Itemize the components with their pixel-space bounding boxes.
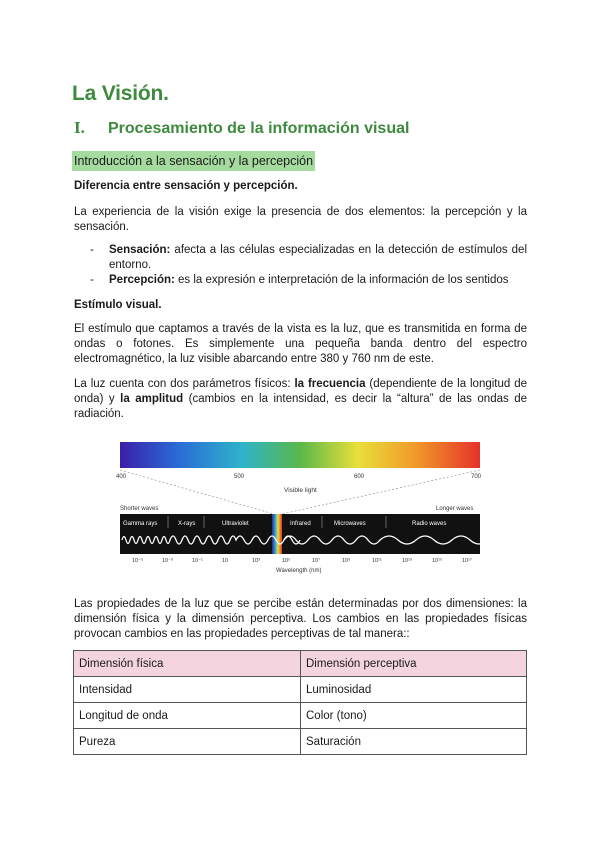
table-cell: Color (tono) xyxy=(301,703,527,729)
tick-label: 700 xyxy=(471,474,482,480)
wavelength-tick: 10⁻³ xyxy=(162,558,173,564)
heading-estimulo: Estímulo visual. xyxy=(74,299,162,311)
wavelength-axis-label: Wavelength (nm) xyxy=(276,568,322,574)
wavelength-tick: 10⁵ xyxy=(282,558,291,564)
text-run: La luz cuenta con dos parámetros físicos: xyxy=(74,378,295,390)
wavelength-tick: 10¹⁵ xyxy=(432,558,443,564)
subsection-heading: Introducción a la sensación y la percepción xyxy=(72,151,315,171)
text-run: (dependiente de la longitud de onda) y xyxy=(74,378,527,405)
wavelength-tick: 10⁷ xyxy=(312,558,321,564)
list-term: Sensación: xyxy=(109,244,171,256)
section-heading xyxy=(74,118,409,138)
table-cell: Saturación xyxy=(301,729,527,755)
shorter-waves-label: Shorter waves xyxy=(120,506,159,512)
table-row xyxy=(74,729,527,755)
band-label: Gamma rays xyxy=(123,521,158,527)
visible-spectrum-bar xyxy=(120,442,480,468)
list-item-percepcion: - Percepción: es la expresión e interpretación de la información de los sentidos xyxy=(90,274,509,286)
bold-frecuencia: la frecuencia xyxy=(294,378,366,390)
paragraph-experiencia: La experiencia de la visión exige la presencia de dos elementos: la percepción y la sensación. xyxy=(74,206,527,233)
table-header: Dimensión física xyxy=(74,651,301,677)
section-label: Procesamiento de la información visual xyxy=(108,120,410,137)
wavelength-tick: 10⁹ xyxy=(342,558,351,564)
band-label: Ultraviolet xyxy=(222,521,249,527)
table-row xyxy=(74,703,527,729)
wavelength-tick: 10¹¹ xyxy=(372,558,382,564)
wavelength-ticks xyxy=(132,557,472,564)
band-label: X-rays xyxy=(178,521,196,527)
band-label: Infrared xyxy=(290,521,311,527)
wavelength-tick: 10⁻⁵ xyxy=(132,558,144,564)
table-row xyxy=(74,677,527,703)
table-header-row xyxy=(74,651,527,677)
wavelength-tick: 10¹³ xyxy=(402,558,412,564)
table-cell: Intensidad xyxy=(74,677,301,703)
band-label: Radio waves xyxy=(412,521,447,527)
heading-diferencia: Diferencia entre sensación y percepción. xyxy=(74,180,298,192)
table-header: Dimensión perceptiva xyxy=(301,651,527,677)
tick-label: 500 xyxy=(234,474,245,480)
tick-label: 600 xyxy=(354,474,365,480)
wavelength-tick: 10 xyxy=(222,558,229,564)
list-text: afecta a las células especializadas en la detección de estímulos del entorno. xyxy=(109,244,527,271)
wavelength-tick: 10¹⁷ xyxy=(462,558,472,564)
section-number: I. xyxy=(74,118,85,137)
visible-light-label: Visible light xyxy=(284,487,317,494)
paragraph-luz xyxy=(74,377,527,422)
list-item-sensacion: - Sensación: afecta a las células especializadas en la detección de estímulos del entorno. xyxy=(90,244,527,271)
table-cell: Longitud de onda xyxy=(74,703,301,729)
wave-band-box xyxy=(120,514,480,554)
list-text: es la expresión e interpretación de la información de los sentidos xyxy=(174,274,509,286)
visible-band-mini xyxy=(272,514,282,554)
longer-waves-label: Longer waves xyxy=(436,506,474,512)
bold-amplitud: la amplitud xyxy=(120,393,184,405)
text-run: (cambios en la intensidad, es decir la “altura” de las ondas de radiación. xyxy=(74,393,528,420)
dimensions-table xyxy=(73,650,527,755)
tick-label: 400 xyxy=(116,474,127,480)
paragraph-propiedades: Las propiedades de la luz que se percibe están determinadas por dos dimensiones: la dimensión física y la dimensión perceptiva. Los cambios en las propiedades físicas provocan cambios en las propiedades perceptivas de tal manera:: xyxy=(74,598,527,640)
wavelength-tick: 10⁻¹ xyxy=(192,558,203,564)
band-label: Microwaves xyxy=(334,521,366,527)
table-cell: Luminosidad xyxy=(301,677,527,703)
wavelength-tick: 10³ xyxy=(252,558,260,564)
page-title: La Visión. xyxy=(72,82,169,105)
spectrum-svg xyxy=(116,438,484,578)
definition-list xyxy=(90,243,527,288)
electromagnetic-spectrum-figure xyxy=(116,438,484,578)
table-cell: Pureza xyxy=(74,729,301,755)
list-term: Percepción: xyxy=(109,274,175,286)
paragraph-estimulo: El estímulo que captamos a través de la vista es la luz, que es transmitida en forma de ondas o fotones. Es simplemente una pequeña banda dentro del espectro electromagnético, la luz visible abarcando entre 380 y 760 nm de este. xyxy=(74,323,527,365)
